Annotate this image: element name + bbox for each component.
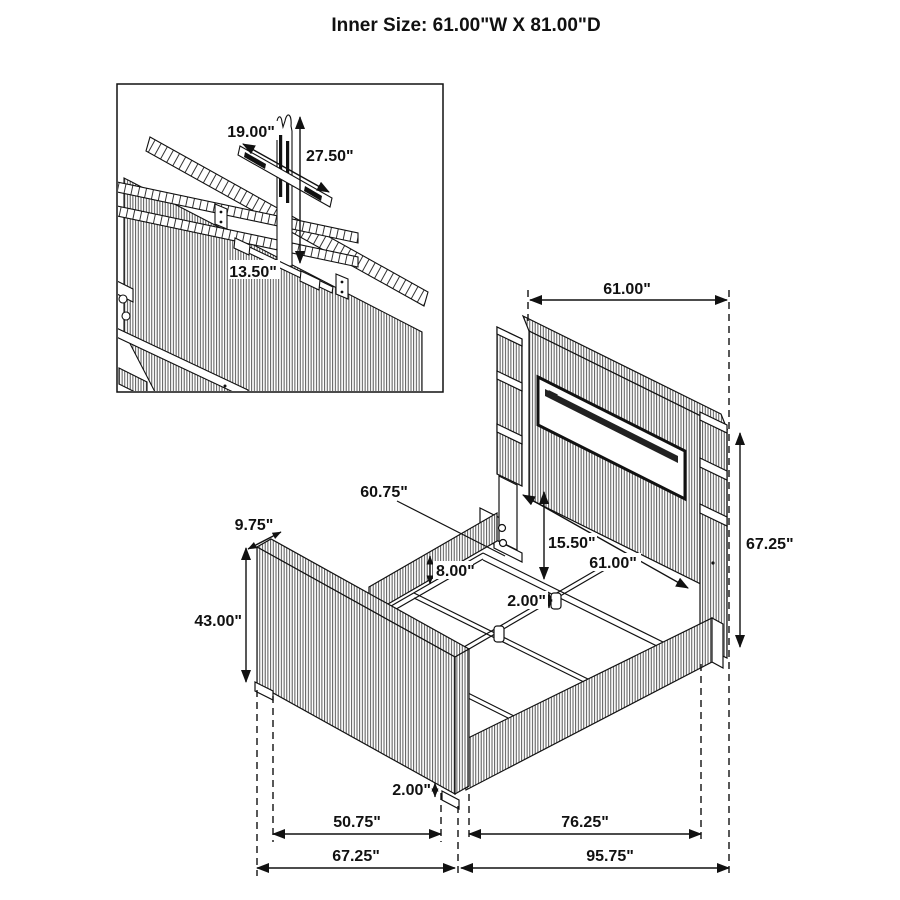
dim-overall-depth-label: 95.75" <box>586 848 634 865</box>
page-title: Inner Size: 61.00"W X 81.00"D <box>331 15 601 36</box>
dim-slat-support-length-label: 60.75" <box>360 484 408 501</box>
dim-footboard-height-label: 43.00" <box>194 613 242 630</box>
near-side-rail <box>460 618 723 790</box>
dim-recess-to-platform-label: 15.50" <box>548 535 596 552</box>
dim-rail-offset-label: 13.50" <box>229 264 277 281</box>
dim-center-leg-height-label: 2.00" <box>507 593 546 610</box>
dim-inner-width-label: 61.00" <box>589 555 637 572</box>
dim-bracket-drop-label: 27.50" <box>306 148 354 165</box>
dim-footboard-top-depth-label: 9.75" <box>234 517 274 534</box>
dim-headboard-width-label: 61.00" <box>603 281 651 298</box>
dim-corner-foot-height-label: 2.00" <box>392 782 431 799</box>
inset-mounting-bracket <box>277 115 292 266</box>
dim-footboard-outer-width-label: 67.25" <box>332 848 380 865</box>
headboard-left-post <box>497 327 522 486</box>
dim-cleat-width-label: 19.00" <box>227 124 275 141</box>
dim-footboard-inner-width-label: 50.75" <box>333 814 381 831</box>
dim-headboard-height-label: 67.25" <box>746 536 794 553</box>
dim-rail-length-label: 76.25" <box>561 814 609 831</box>
dim-platform-height-label: 8.00" <box>436 563 475 580</box>
